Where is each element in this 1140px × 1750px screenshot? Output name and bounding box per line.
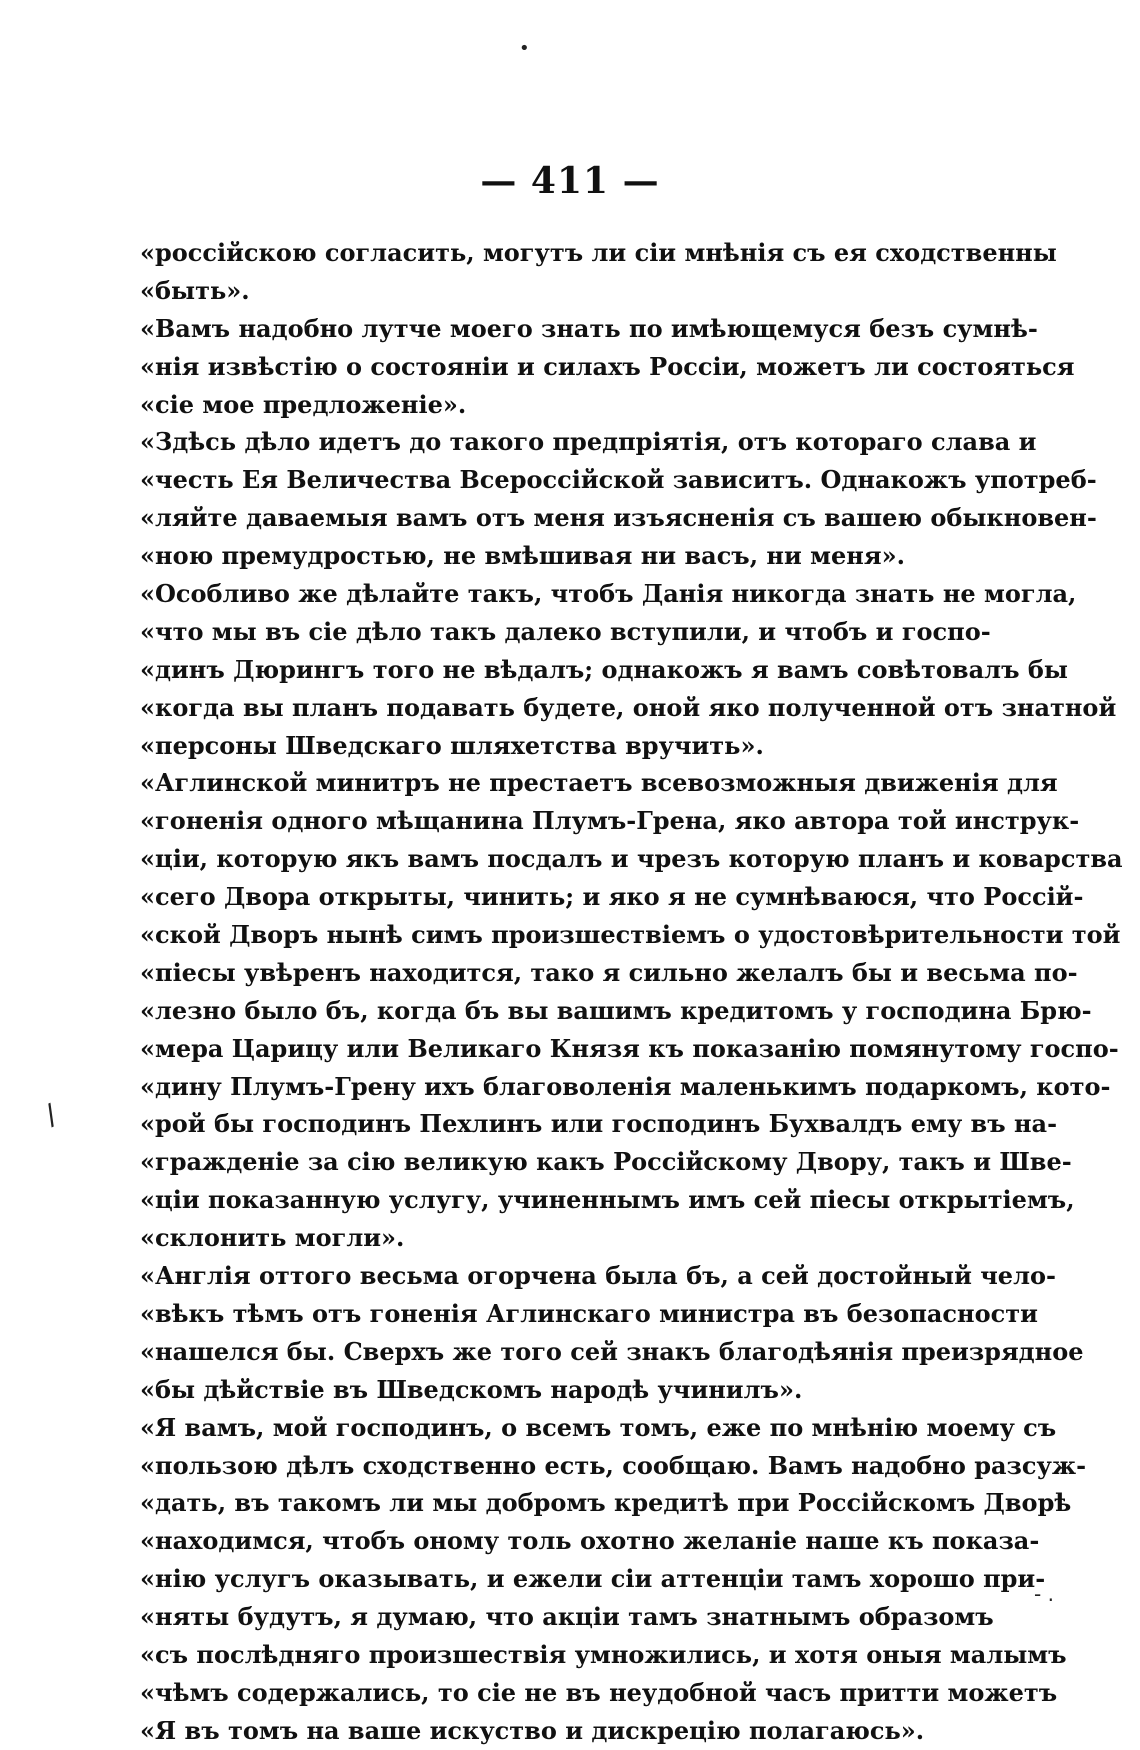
paragraph xyxy=(140,234,1057,310)
page-number: — 411 — xyxy=(480,160,660,202)
text-line: «дину Плумъ-Грену ихъ благоволенія маленькимъ подаркомъ, кото- xyxy=(140,1071,1111,1101)
text-line: «лезно было бъ, когда бъ вы вашимъ кредитомъ у господина Брю- xyxy=(140,995,1092,1025)
text-line: «съ послѣдняго произшествія умножились, и хотя оныя малымъ xyxy=(140,1639,1067,1669)
text-line: «рой бы господинъ Пехлинъ или господинъ Бухвалдъ ему въ на- xyxy=(140,1109,1058,1139)
text-line: «россійскою согласить, могутъ ли сіи мнѣнія съ ея сходственны xyxy=(140,238,1057,267)
text-line: «гоненія одного мѣщанина Плумъ-Грена, яко автора той инструк- xyxy=(140,806,1080,836)
body-text xyxy=(140,234,1123,1750)
text-line: «Англія оттого весьма огорчена была бъ, а сей достойный чело- xyxy=(140,1261,1056,1291)
margin-mark: / xyxy=(39,1097,62,1132)
text-line: «когда вы планъ подавать будете, оной яко полученной отъ знатной xyxy=(140,692,1117,722)
text-line: «нію услугъ оказывать, и ежели сіи аттенціи тамъ хорошо при- xyxy=(140,1564,1046,1594)
text-line: «дать, въ такомъ ли мы добромъ кредитѣ при Россійскомъ Дворѣ xyxy=(140,1488,1072,1518)
text-line: «ляйте даваемыя вамъ отъ меня изъясненія съ вашею обыкновен- xyxy=(140,503,1097,533)
text-line: «Вамъ надобно лутче моего знать по имѣющемуся безъ сумнѣ- xyxy=(140,313,1038,343)
text-line: «динъ Дюрингъ того не вѣдалъ; однакожъ я вамъ совѣтовалъ бы xyxy=(140,654,1068,684)
text-line: «пользою дѣлъ сходственно есть, сообщаю. Вамъ надобно разсуж- xyxy=(140,1450,1087,1480)
paragraph xyxy=(140,764,1123,1257)
text-line: «гражденіе за сію великую какъ Россійскому Двору, такъ и Шве- xyxy=(140,1147,1072,1177)
paragraph xyxy=(140,575,1117,764)
text-line: «няты будутъ, я думаю, что акціи тамъ знатнымъ образомъ xyxy=(140,1602,994,1632)
text-line: «чѣмъ содержались, то сіе не въ неудобной часъ притти можетъ xyxy=(140,1677,1058,1707)
paragraph xyxy=(140,1409,1087,1750)
paragraph xyxy=(140,310,1075,424)
paragraph xyxy=(140,423,1097,575)
text-line: «Аглинской минитръ не престаетъ всевозможныя движенія для xyxy=(140,768,1058,798)
text-line: «что мы въ сіе дѣло такъ далеко вступили, и чтобъ и госпо- xyxy=(140,616,991,646)
text-line: «нія извѣстію о состояніи и силахъ Россіи, можетъ ли состояться xyxy=(140,351,1075,381)
text-line: «сіе мое предложеніе». xyxy=(140,389,467,419)
paragraph xyxy=(140,1257,1084,1409)
text-line: «ною премудростью, не вмѣшивая ни васъ, ни меня». xyxy=(140,541,905,571)
text-line: «Особливо же дѣлайте такъ, чтобъ Данія никогда знать не могла, xyxy=(140,579,1077,609)
text-line: «находимся, чтобъ оному толь охотно желаніе наше къ показа- xyxy=(140,1526,1040,1556)
text-line: «ціи показанную услугу, учиненнымъ имъ сей піесы открытіемъ, xyxy=(140,1185,1075,1215)
text-line: «персоны Шведскаго шляхетства вручить». xyxy=(140,730,764,760)
text-line: «ской Дворъ нынѣ симъ произшествіемъ о удостовѣрительности той xyxy=(140,920,1121,950)
text-line: «Здѣсь дѣло идетъ до такого предпріятія, отъ котораго слава и xyxy=(140,427,1037,457)
text-line: «нашелся бы. Сверхъ же того сей знакъ благодѣянія преизрядное xyxy=(140,1336,1084,1366)
text-line: «Я въ томъ на ваше искуство и дискрецію полагаюсь». xyxy=(140,1715,925,1745)
text-line: «склонить могли». xyxy=(140,1223,405,1253)
margin-mark: - . xyxy=(1034,1582,1054,1606)
text-line: «піесы увѣренъ находится, тако я сильно желалъ бы и весьма по- xyxy=(140,957,1078,987)
text-line: «честь Ея Величества Всероссійской зависитъ. Однакожъ употреб- xyxy=(140,465,1097,495)
text-line: «мера Царицу или Великаго Князя къ показанію помянутому госпо- xyxy=(140,1033,1119,1063)
text-line: «ціи, которую якъ вамъ посдалъ и чрезъ которую планъ и коварства xyxy=(140,844,1123,874)
text-line: «сего Двора открыты, чинить; и яко я не сумнѣваюся, что Россій- xyxy=(140,882,1084,912)
text-line: «быть». xyxy=(140,275,250,305)
text-line: «бы дѣйствіе въ Шведскомъ народѣ учинилъ». xyxy=(140,1374,803,1404)
text-line: «Я вамъ, мой господинъ, о всемъ томъ, еже по мнѣнію моему съ xyxy=(140,1412,1057,1442)
text-line: «вѣкъ тѣмъ отъ гоненія Аглинскаго министра въ безопасности xyxy=(140,1298,1038,1328)
ink-speck: • xyxy=(519,38,530,59)
